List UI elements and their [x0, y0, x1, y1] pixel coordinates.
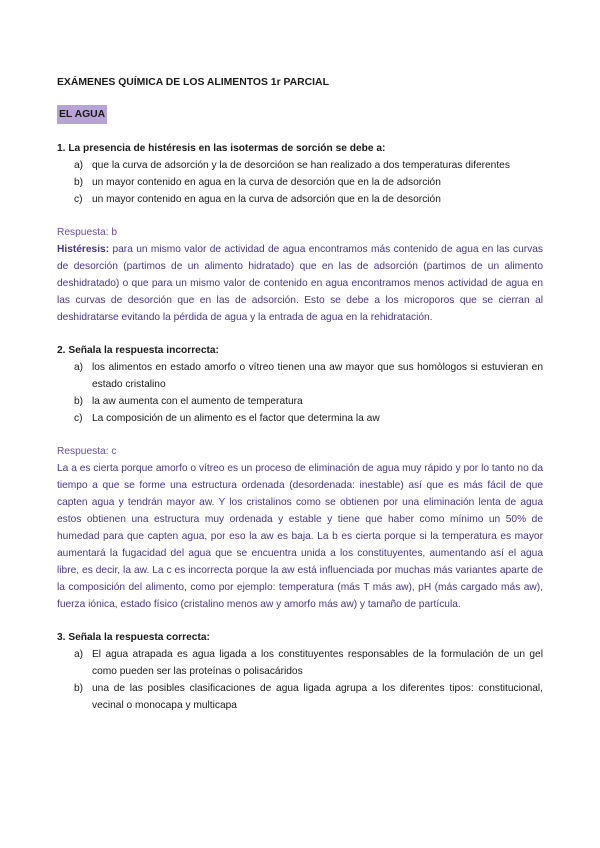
option-letter: a): [74, 362, 84, 373]
option-c: [57, 410, 543, 427]
option-a: [57, 157, 543, 174]
option-a: [57, 359, 543, 393]
option-text: un mayor contenido en agua en la curva de desorción que en la de adsorción: [92, 177, 441, 188]
explanation-text: para un mismo valor de actividad de agua encontramos más contenido de agua en las curvas de desorción (partimos de un alimento hidratado) que en las de adsorción (partimos de un alimento deshidratado) o que para un mismo valor de contenido en agua encontramos menos actividad de agua en las curvas de desorción que en las de adsorción. Esto se debe a los microporos que se cierran al deshidratarse evitando la pérdida de agua y la entrada de agua en la rehidratación.: [57, 244, 543, 323]
question-stem: 1. La presencia de histéresis en las isotermas de sorción se debe a:: [57, 143, 386, 154]
option-text: El agua atrapada es agua ligada a los constituyentes responsables de la formulación de un gel como pueden ser las proteínas o polisacáridos: [92, 649, 543, 677]
option-letter: a): [74, 649, 84, 660]
explanation-term: Histéresis:: [57, 244, 110, 255]
option-text: que la curva de adsorción y la de desorcióon se han realizado a dos temperaturas diferentes: [92, 160, 510, 171]
document-title: EXÁMENES QUÍMICA DE LOS ALIMENTOS 1r PARCIAL: [57, 77, 329, 88]
option-letter: b): [74, 396, 84, 407]
option-letter: a): [74, 160, 84, 171]
option-text: la aw aumenta con el aumento de temperatura: [92, 396, 303, 407]
option-list: [57, 646, 543, 714]
question-3: [57, 629, 543, 714]
answer-label: Respuesta: b: [57, 227, 118, 238]
option-a: [57, 646, 543, 680]
option-c: [57, 191, 543, 208]
question-2: [57, 342, 543, 613]
option-text: un mayor contenido en agua en la curva de adsorción que en la de desorción: [92, 194, 441, 205]
answer-label: Respuesta: c: [57, 446, 117, 457]
option-text: los alimentos en estado amorfo o vítreo tienen una aw mayor que sus homòlogos si estuvieran en estado cristalino: [92, 362, 543, 390]
option-list: [57, 157, 543, 208]
document-content: [57, 74, 543, 714]
option-b: [57, 680, 543, 714]
question-1: [57, 140, 543, 326]
option-b: [57, 393, 543, 410]
option-letter: c): [74, 413, 83, 424]
option-letter: b): [74, 177, 84, 188]
answer-explanation: La a es cierta porque amorfo o vítreo es un proceso de eliminación de agua muy rápido y por lo tanto no da tiempo a que se forme una estructura ordenada (desordenada: inestable) así que es más fácil de que capten agua y tendrán mayor aw. Y los cristalinos como se obtienen por una eliminación lenta de agua estos obtienen una estructura muy ordenada y estable y tiene que haber como mínimo un 50% de humedad para que capten agua, por eso la aw es baja. La b es cierta porque si la temperatura es mayor aumentará la fugacidad del agua que se encuentra unida a los constituyentes, aumentando así el agua libre, es decir, la aw. La c es incorrecta porque la aw está influenciada por muchas más variantes aparte de la composición del alimento, como por ejemplo: temperatura (más T más aw), pH (más cargado más aw), fuerza iónica, estado físico (cristalino menos aw y amorfo más aw) y tamaño de partícula.: [57, 463, 543, 610]
option-letter: b): [74, 683, 84, 694]
question-stem: 2. Señala la respuesta incorrecta:: [57, 345, 219, 356]
question-stem: 3. Señala la respuesta correcta:: [57, 632, 210, 643]
answer-explanation: [57, 241, 543, 326]
option-text: La composición de un alimento es el factor que determina la aw: [92, 413, 380, 424]
option-b: [57, 174, 543, 191]
option-text: una de las posibles clasificaciones de agua ligada agrupa a los diferentes tipos: constitucional, vecinal o monocapa y multicapa: [92, 683, 543, 711]
option-list: [57, 359, 543, 427]
section-heading: EL AGUA: [57, 105, 107, 124]
option-letter: c): [74, 194, 83, 205]
